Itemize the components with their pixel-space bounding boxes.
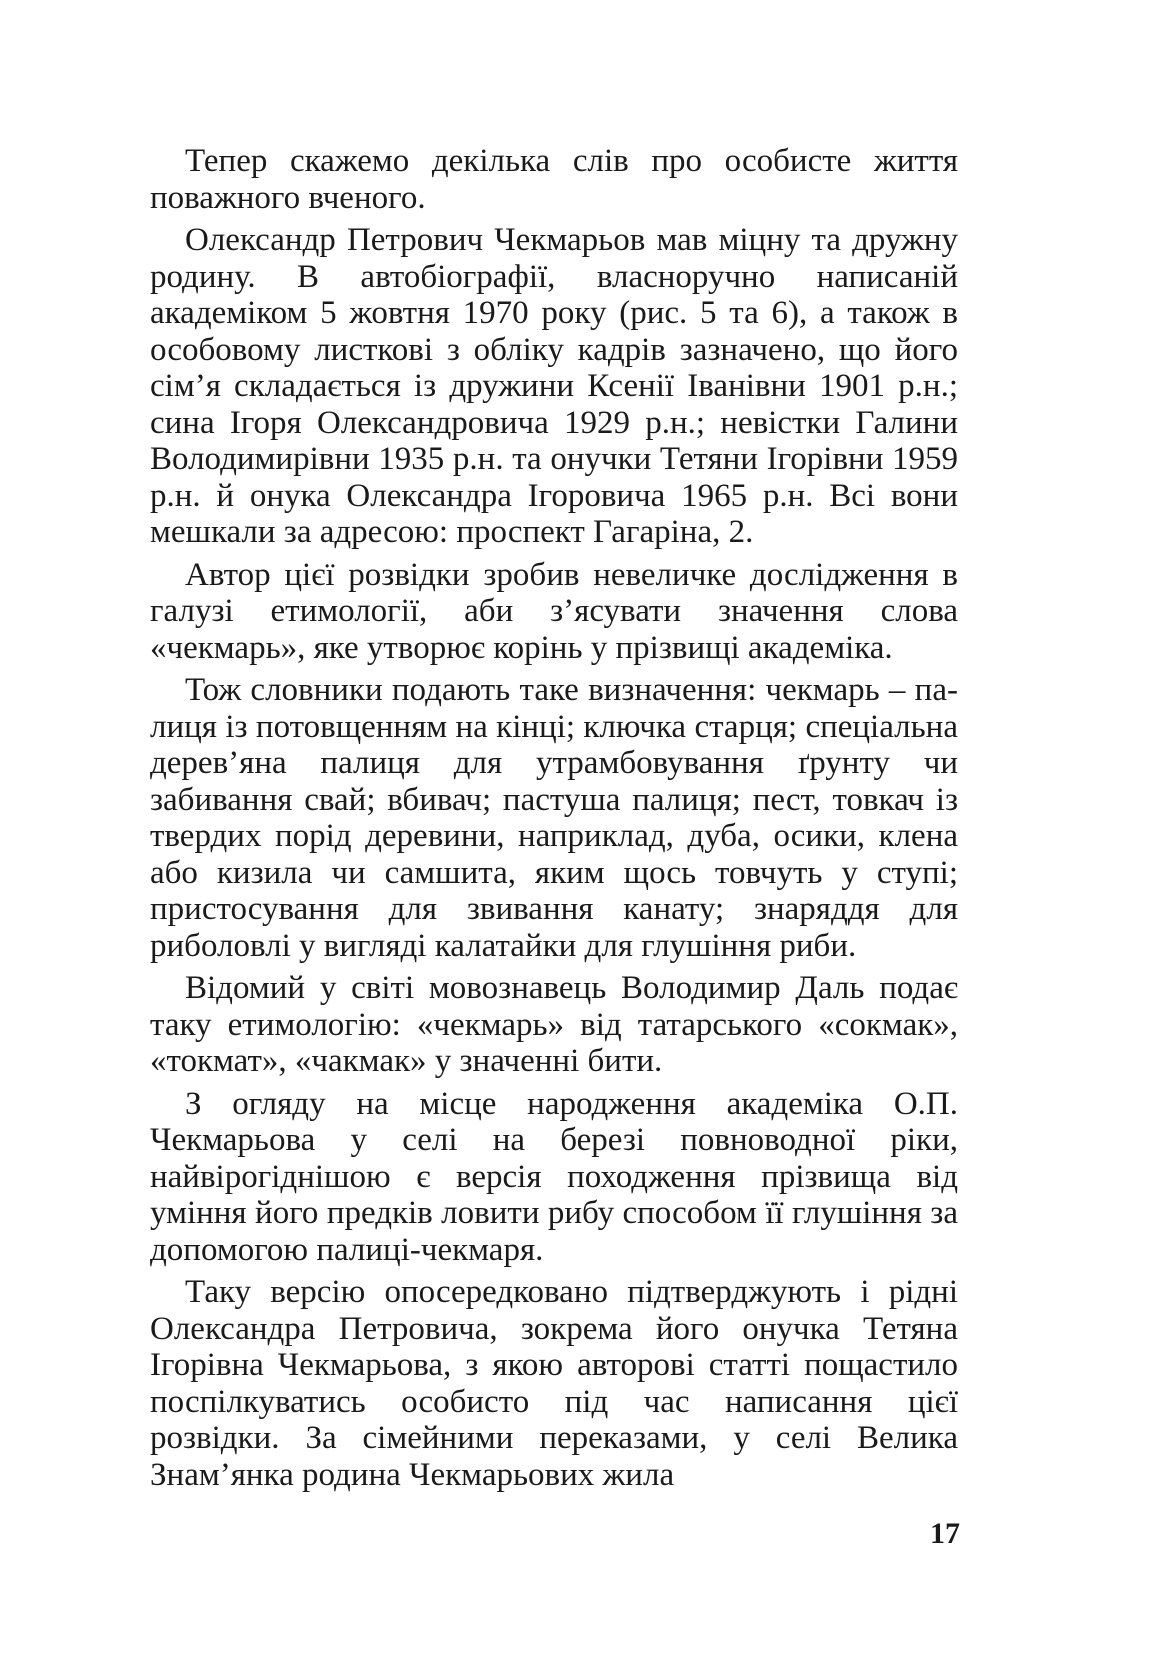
page-number: 17 [930,1517,960,1550]
paragraph-dictionary-definition: Тож словники подають таке визначення: чекмарь – палиця із потовщенням на кінці; ключка старця; спеціальна дерев’яна палиця для утрамбовування ґрунту чи забивання свай; вбивач; пастуша палиця; пест, товкач із твердих порід деревини, наприклад, дуба, осики, клена або кизила чи самшита, яким щось товчуть у ступі; пристосування для звивання канату; знаряддя для риболовлі у вигляді калатайки для глушіння риби. [150,672,958,964]
paragraph-family: Олександр Петрович Чекмарьов мав міцну та дружну родину. В автобіографії, власноручно написаній академіком 5 жовтня 1970 року (рис. 5 та 6), а також в особовому листкові з обліку кадрів зазначено, що його сім’я складається із дружини Ксенії Іванівни 1901 р.н.; сина Ігоря Олександровича 1929 р.н.; невістки Галини Володимирівни 1935 р.н. та онучки Тетяни Ігорівни 1959 р.н. й онука Олександра Ігоровича 1965 р.н. Всі вони мешкали за адресою: проспект Гагаріна, 2. [150,222,958,550]
paragraph-surname-origin: З огляду на місце народження академіка О.П. Чекмарьова у селі на березі повноводної ріки, найвірогіднішою є версія походження прізвища від уміння його предків ловити рибу способом її глушіння за допомогою палиці-чекмаря. [150,1085,958,1268]
paragraph-family-confirmation: Таку версію опосередковано підтверджують і рідні Олександра Петровича, зокрема його онучка Тетяна Ігорівна Чекмарьова, з якою авторові статті пощастило поспілкуватись особисто під час написання цієї розвідки. За сімейними переказами, у селі Велика Знам’янка родина Чекмарьових жила [150,1274,958,1493]
paragraph-etymology-intro: Автор цієї розвідки зробив невеличке дослідження в галузі етимології, аби з’ясувати значення слова «чекмарь», яке утворює корінь у прізвищі академіка. [150,556,958,666]
paragraph-personal-life: Тепер скажемо декілька слів про особисте життя поважного вченого. [150,143,958,216]
body-text [150,143,958,1493]
paragraph-dal-etymology: Відомий у світі мовознавець Володимир Даль подає таку етимологію: «чекмарь» від татарського «сокмак», «токмат», «чакмак» у значенні бити. [150,970,958,1079]
